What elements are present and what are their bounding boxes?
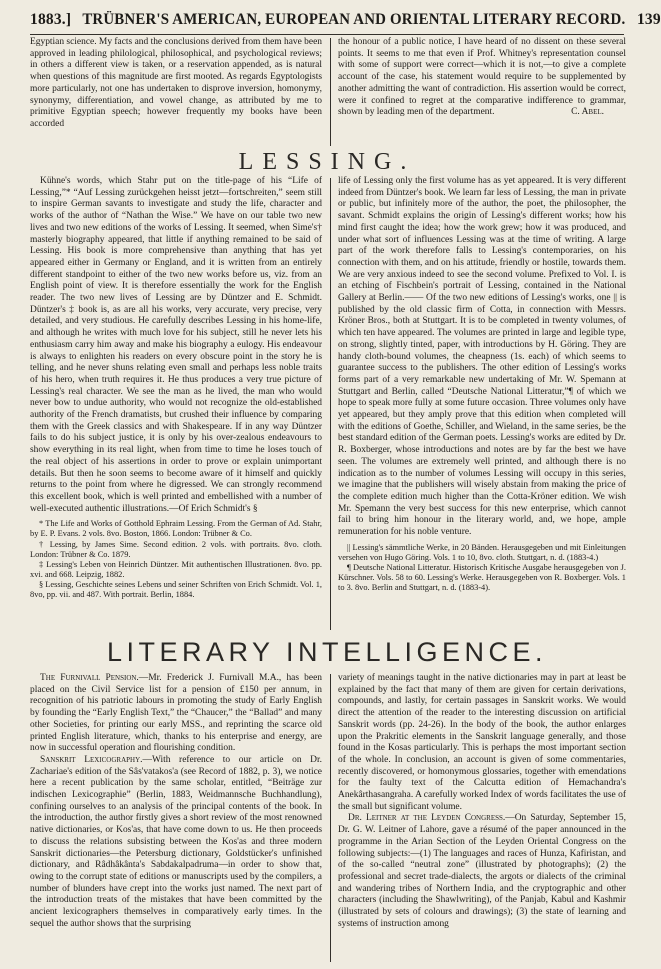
top-right-column bbox=[338, 37, 626, 147]
footnote: || Lessing's sämmtliche Werke, in 20 Bänden. Herausgegeben und mit Einleitungen versehen von Hugo Göring. Vols. 1 to 10, 8vo. cloth. Stuttgart, n. d. (1883-4.) bbox=[338, 542, 626, 562]
lessing-left-column bbox=[30, 176, 322, 634]
article-text: —With reference to our article on Dr. Zachariae's edition of the Sâs'vatakos'a (see Record of 1882, p. 3), we notice here a recent publication by the same scholar, entitled, “Beiträge zur indischen Lexicographie” (Berlin, 1883, Weidmannsche Buchhandlung), confining ourselves to an analysis of the principal contents of the book. In the introduction, the author firstly gives a short review of the most renowned native dictionaries, or Kos'as, that have come down to us. He then proceeds to discuss the relations subsisting between the Kos'as and three modern Sanskrit dictionaries—the Petersburg dictionary, Goldstücker's unfinished dictionary, and Râdhâkânta's Sabdakalpadruma—in order to show that, owing to the corrupt state of editions or manuscripts used by the compilers, a number of blunders have crept into the works just named. The next part of the introduction treats of the mistakes that have been committed by the ancient lexicographers themselves in comparatively early times. In the sequel the author shows that the surprising bbox=[30, 754, 322, 929]
lessing-left-text: Kühne's words, which Stahr put on the title-page of his “Life of Lessing,”* “Auf Lessing zurückgehen heisst jetzt—fortschreiten,” seem still to inspire German savants to investigate and study the life, character and works of the author of “Nathan the Wise.” We have on our table two new lives and two new editions of the works of Lessing. It seemed, when Sime's† masterly biography appeared, that little if anything remained to be said of Lessing. His book is more comprehensive than anything that has yet appeared either in Germany or England, and it is written from an entirely different standpoint to either of the two new works before us, viz. from an English point of view. It is therefore essentially the work for the English reader. The two new lives of Lessing are by Düntzer and E. Schmidt. Düntzer's ‡ book is, as are all his works, very accurate, very precise, very detailed, and very studious. He carefully describes Lessing in his home-life, and although he writes with much love for his subject, still he never lets his enthusiasm carry him away and make his biography a eulogy. His endeavour is always to enlighten his readers on every obscure point in the story he is telling, and he never shuns relating even small and perhaps less noble traits of his hero, when truth requires it. He thus produces a very true picture of Lessing's real character. We see the man as he lived, the man who would never bow to undue authority, who would not recognize the old-established authority of the French dramatists, but crushed their influence by comparing them with the Greek classics and with Shakespeare. If in any way Düntzer fails to do his subject justice, it is only by his over-zealous endeavours to show everything in its real light, when from time to time he loses touch of the real object of his assertions in order to prove or explain unimportant details. But then he soon seems to become aware of it himself and quickly returns to the point from where he digressed. We can strongly recommend this excellent book, which is well printed and embellished with a number of well-executed authentic illustrations.—Of Erich Schmidt's § bbox=[30, 176, 322, 514]
column-divider bbox=[330, 178, 331, 630]
footnote: ¶ Deutsche National Litteratur. Historisch Kritische Ausgabe herausgegeben von J. Kürschner. Vols. 58 to 60. Lessing's Werke. Herausgegeben von R. Boxberger. Vols. 1 to 3. 8vo. Berlin and Stuttgart, n. d. (1883-4). bbox=[338, 562, 626, 593]
footnote: * The Life and Works of Gotthold Ephraim Lessing. From the German of Ad. Stahr, by E. P. Evans. 2 vols. 8vo. Boston, 1866. London: Trübner & Co. bbox=[30, 519, 322, 539]
article-furnivall bbox=[30, 673, 322, 755]
article-continued bbox=[338, 673, 626, 813]
footnote: ‡ Lessing's Leben von Heinrich Düntzer. Mit authentischen Illustrationen. 8vo. pp. xvi. and 668. Leipzig, 1882. bbox=[30, 559, 322, 579]
page-number: 139 bbox=[636, 11, 661, 28]
literary-right-column bbox=[338, 673, 626, 963]
article-leitner bbox=[338, 813, 626, 930]
footnote: § Lessing, Geschichte seines Lebens und seiner Schriften von Erich Schmidt. Vol. 1, 8vo, pp. vii. and 487. With portrait. Berlin, 1884. bbox=[30, 579, 322, 600]
article-lead: The Furnivall Pension. bbox=[40, 673, 139, 683]
top-right-text: the honour of a public notice, I have heard of no dissent on these several points. It seems to me that even if Prof. Whitney's representation counsel with some of support were correct—which it is not,—to give a complete account of the case, his statement would require to be supplemented by another admitting the want of contradiction. His assertion would be correct, were it confined to regret at the comparative indifference to grammar, shown by leading men of the department. bbox=[338, 37, 626, 118]
signature: C. Abel. bbox=[571, 107, 604, 118]
lessing-right-column bbox=[338, 176, 626, 634]
footnotes-right bbox=[338, 543, 626, 593]
running-head bbox=[30, 6, 661, 35]
article-lead: Sanskrit Lexicography. bbox=[40, 754, 143, 765]
section-heading-lessing: LESSING. bbox=[238, 149, 416, 175]
article-text: —On Saturday, September 15, Dr. G. W. Leitner of Lahore, gave a résumé of the paper announced in the programme in the Arian Section of the Leyden Oriental Congress on the following subjects:—(1) The languages and races of Hunza, Kafiristan, and of the so-called “neutral zone” (illustrated by photographs); (2) the professional and secret trade-dialects, the argots or dialects of the criminal and wandering tribes of Northern India, and the cryptographic and other characters (including the Shawlwriting), of the Panjab, Kabul and Kashmir (illustrated by sets of colours and drawings); (3) the state of learning and systems of instruction among bbox=[338, 813, 627, 929]
article-sanskrit bbox=[30, 755, 322, 931]
literary-left-column bbox=[30, 673, 322, 963]
footnotes-left bbox=[30, 519, 322, 600]
article-text: variety of meanings taught in the native dictionaries may in part at least be explained by the fact that many of them are given for certain derivations, compounds, and lastly, for certain passages in Sanskrit works. We would direct the attention of the reader to the interesting discussion on artificial Sanskrit words (pp. 24-26). In the body of the book, the author enlarges upon the Prakritic elements in the Sanskrit language generally, and those found in the Kosas particularly. This is perhaps the most important section of the whole. In conclusion, an account is given of some commentaries, recently discovered, or homonymous glossaries, together with emendations for the faulty text of the Calcutta edition of Hemachandra's Anekârthasangraha. A carefully worked Index of words facilitates the use of the small but significant volume. bbox=[338, 673, 626, 812]
article-text: —Mr. Frederick J. Furnivall M.A., has been placed on the Civil Service list for a pension of £150 per annum, in recognition of his patriotic labours in promoting the study of Early English by founding the “Early English Text,” the “Chaucer,” the “Ballad” and many other Societies, for printing our early MSS., and reprinting the scarce old printed English literature, which, thanks to his enterprise and energy, are now in successful operation and flourishing condition. bbox=[30, 673, 322, 754]
column-divider bbox=[330, 674, 331, 962]
lessing-right-text: life of Lessing only the first volume has as yet appeared. It is very different indeed from Düntzer's book. We learn far less of Lessing, the man in private or public, but infinitely more of the author, the poet, the philosopher, the savant. Schmidt explains the origin of Lessing's different works; how his mind first caught the idea; how the work grew; how it was produced, and under what sort of influences Lessing was at the time of writing. A large part of the work therefore falls to Lessing's contemporaries, on his connection with them, and on his attitude, friendly or hostile, towards them. We are very anxious indeed to see the second volume. Prefixed to Vol. I. is an etching of Fischbein's portrait of Lessing, contained in the National Gallery at Berlin.—— Of the two new editions of Lessing's works, one || is published by the old classic firm of Cotta, in connection with Messrs. Kröner Bros., both at Stuttgart. It is to be completed in twenty volumes, of which ten have appeared. The volumes are printed in large and legible type, on strong, slightly tinted, paper, with introductions by H. Göring. They are handy cloth-bound volumes, the cheapness (1s. each) of which seems to guarantee success to the publishers. The other edition of Lessing's works forms part of a very remarkable new undertaking of Mr. W. Spemann at Stuttgart and Berlin, called “Deutsche National Litteratur,”¶ of which we hope to speak more fully at some future occasion. Three volumes only have yet appeared, but they amply prove that this edition when completed will with the editions of Goethe, Schiller, and Wieland, in the same series, be the best standard edition of the German poets. Lessing's works are edited by Dr. R. Boxberger, whose introductions and notes are by far the best we have seen. The volumes are extremely well printed, and although there is no indication as to the number of volumes Lessing will occupy in this series, we imagine that the publishers will wisely abstain from making the price of the complete edition much higher than the Cotta-Kröner edition. We wish Mr. Spemann the very best success for this new enterprise, which cannot fail to bring him honour in the literary world, and, we hope, ample remuneration for his noble venture. bbox=[338, 176, 626, 538]
top-left-text: Egyptian science. My facts and the conclusions derived from them have been approved in leading philological, philosophical, and psychological reviews; in others a different view is taken, or a reservation appended, as is natural when questions of this magnitude are first mooted. As regards Egyptologists more particularly, not one has undertaken to disprove inversion, homonymy, synonymy, differentiation, and vowel change, as attributed by me to primitive Egyptian speech; however frequently my books have been accorded bbox=[30, 37, 322, 129]
article-lead: Dr. Leitner at the Leyden Congress. bbox=[348, 813, 506, 824]
section-heading-literary-intelligence: LITERARY INTELLIGENCE. bbox=[106, 637, 548, 667]
footnote: † Lessing, by James Sime. Second edition. 2 vols. with portraits. 8vo. cloth. London: Trübner & Co. 1879. bbox=[30, 539, 322, 559]
running-head-year: 1883.] bbox=[30, 11, 72, 28]
running-head-title: TRÜBNER'S AMERICAN, EUROPEAN AND ORIENTAL LITERARY RECORD. bbox=[82, 11, 626, 28]
column-divider bbox=[330, 38, 331, 146]
top-left-column bbox=[30, 37, 322, 147]
